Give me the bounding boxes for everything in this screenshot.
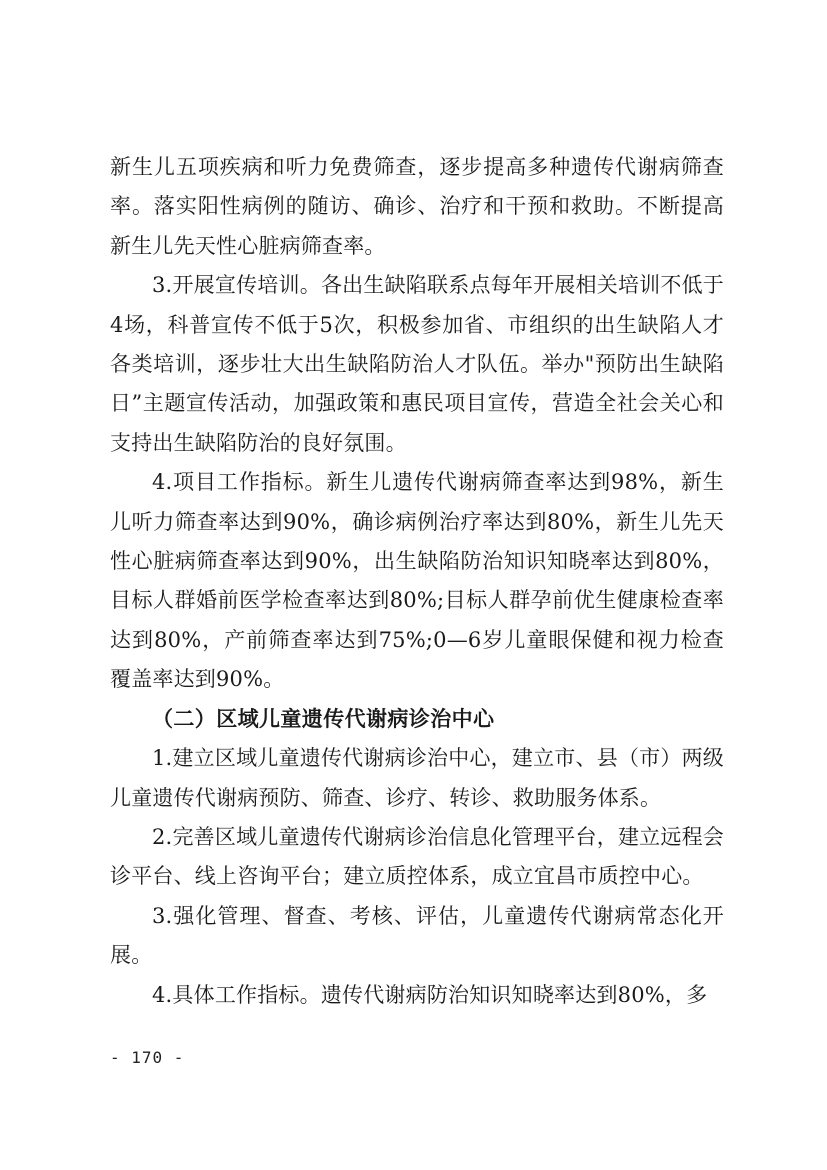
paragraph-project-indicators: 4.项目工作指标。新生儿遗传代谢病筛查率达到98%，新生儿听力筛查率达到90%，确诊病例治疗率达到80%，新生儿先天性心脏病筛查率达到90%，出生缺陷防治知识知晓率达到80%，目标人群婚前医学检查率达到80%;目标人群孕前优生健康检查率达到80%，产前筛查率达到75%;0—6岁儿童眼保健和视力检查覆盖率达到90%。 bbox=[110, 470, 724, 692]
paragraph-management: 3.强化管理、督查、考核、评估，儿童遗传代谢病常态化开展。 bbox=[110, 903, 724, 968]
paragraph-establish-center: 1.建立区域儿童遗传代谢病诊治中心，建立市、县（市）两级儿童遗传代谢病预防、筛查、诊疗、转诊、救助服务体系。 bbox=[110, 746, 724, 810]
paragraph-publicity-training: 3.开展宣传培训。各出生缺陷联系点每年开展相关培训不低于4场，科普宣传不低于5次，积极参加省、市组织的出生缺陷人才各类培训，逐步壮大出生缺陷防治人才队伍。举办"预防出生缺陷日”主题宣传活动，加强政策和惠民项目宣传，营造全社会关心和支持出生缺陷防治的良好氛围。 bbox=[110, 273, 724, 455]
document-body bbox=[110, 148, 724, 1015]
page-number: - 170 - bbox=[110, 1048, 185, 1067]
paragraph-work-indicators: 4.具体工作指标。遗传代谢病防治知识知晓率达到80%，多 bbox=[152, 982, 708, 1007]
paragraph-screening-continuation: 新生儿五项疾病和听力免费筛查，逐步提高多种遗传代谢病筛查率。落实阳性病例的随访、确诊、治疗和干预和救助。不断提高新生儿先天性心脏病筛查率。 bbox=[110, 155, 724, 258]
section-heading-metabolic-center: （二）区域儿童遗传代谢病诊治中心 bbox=[152, 706, 495, 731]
paragraph-information-platform: 2.完善区域儿童遗传代谢病诊治信息化管理平台，建立远程会诊平台、线上咨询平台；建立质控体系，成立宜昌市质控中心。 bbox=[110, 824, 724, 889]
